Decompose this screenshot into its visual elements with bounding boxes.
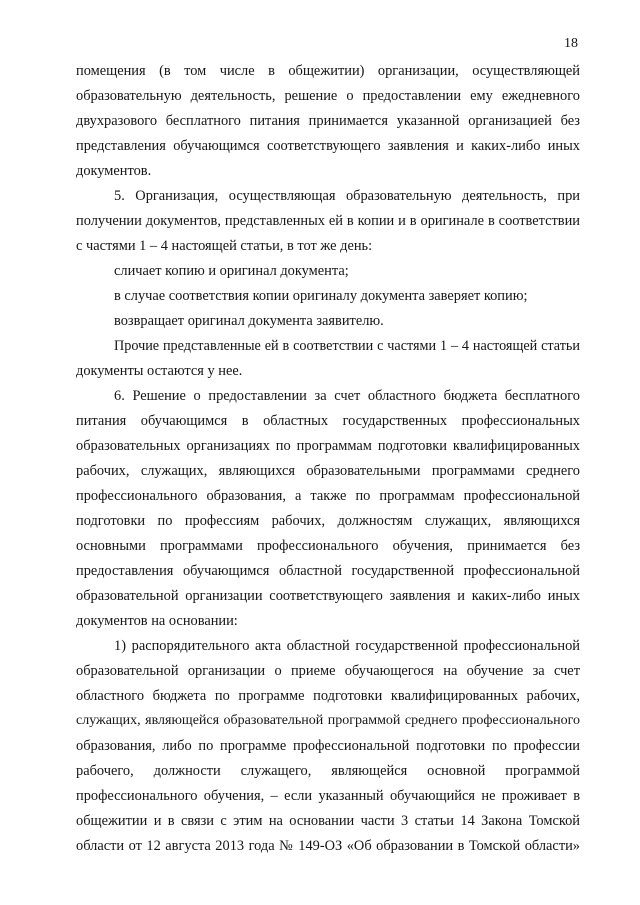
text-line: профессионального обучения, – если указанный обучающийся не проживает в <box>76 788 580 804</box>
text-line: областного бюджета по программе подготовки квалифицированных рабочих, <box>76 688 580 704</box>
text-line: образовательной организации соответствующего заявления и каких-либо иных <box>76 588 580 604</box>
text-line: питания обучающимся в областных государственных профессиональных <box>76 413 580 429</box>
text-line: сличает копию и оригинал документа; <box>114 263 349 279</box>
text-line: 5. Организация, осуществляющая образовательную деятельность, при <box>114 188 580 204</box>
text-line: предоставления обучающимся областной государственной профессиональной <box>76 563 580 579</box>
text-line: возвращает оригинал документа заявителю. <box>114 313 384 329</box>
text-line: представления обучающимся соответствующего заявления и каких-либо иных <box>76 138 580 154</box>
text-line: подготовки по профессиям рабочих, должностям служащих, являющихся <box>76 513 580 529</box>
text-line: 1) распорядительного акта областной государственной профессиональной <box>114 638 580 654</box>
text-line: двухразового бесплатного питания принимается указанной организацией без <box>76 113 580 129</box>
text-line: рабочего, должности служащего, являющейся основной программой <box>76 763 580 779</box>
text-line: получении документов, представленных ей в копии и в оригинале в соответствии <box>76 213 580 229</box>
text-line: в случае соответствия копии оригиналу документа заверяет копию; <box>114 288 528 304</box>
text-line: области от 12 августа 2013 года № 149-ОЗ «Об образовании в Томской области» <box>76 838 580 854</box>
text-line: 6. Решение о предоставлении за счет областного бюджета бесплатного <box>114 388 580 404</box>
text-line: помещения (в том числе в общежитии) организации, осуществляющей <box>76 63 580 79</box>
text-line: общежитии и в связи с этим на основании части 3 статьи 14 Закона Томской <box>76 813 580 829</box>
text-line: документов. <box>76 163 152 179</box>
text-line: основными программами профессионального обучения, принимается без <box>76 538 580 554</box>
text-line: профессионального образования, а также по программам профессиональной <box>76 488 580 504</box>
text-line: с частями 1 – 4 настоящей статьи, в тот же день: <box>76 238 373 254</box>
text-line: Прочие представленные ей в соответствии с частями 1 – 4 настоящей статьи <box>114 338 580 354</box>
text-line: образовательную деятельность, решение о предоставлении ему ежедневного <box>76 88 580 104</box>
text-line: образования, либо по программе профессиональной подготовки по профессии <box>76 738 580 754</box>
text-line: служащих, являющейся образовательной программой среднего профессионального <box>76 713 580 728</box>
text-line: рабочих, служащих, являющихся образовательными программами среднего <box>76 463 580 479</box>
text-line: образовательных организациях по программам подготовки квалифицированных <box>76 438 580 454</box>
text-line: документы остаются у нее. <box>76 363 243 379</box>
text-line: документов на основании: <box>76 613 238 629</box>
text-line: образовательной организации о приеме обучающегося на обучение за счет <box>76 663 580 679</box>
page-number: 18 <box>564 36 578 51</box>
